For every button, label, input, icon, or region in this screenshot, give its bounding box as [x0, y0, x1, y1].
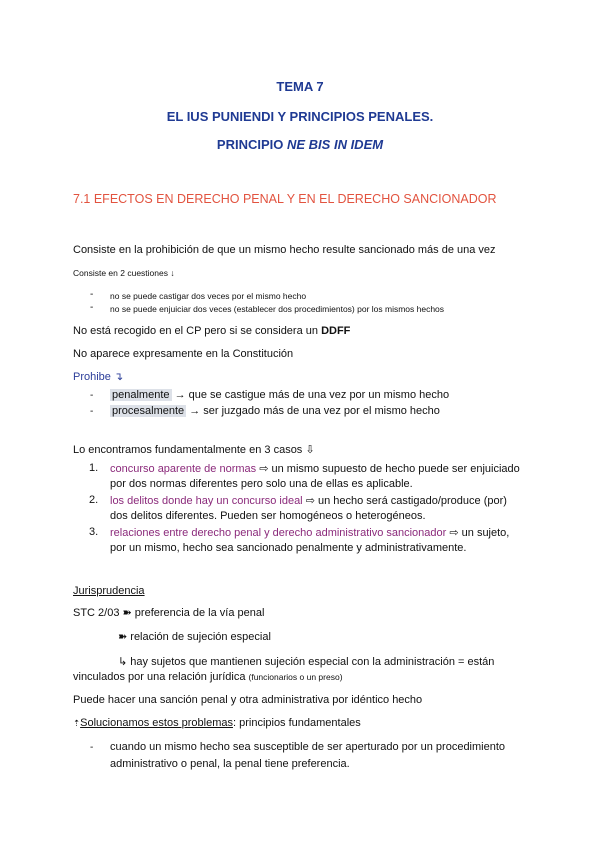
sujetos-line: vinculados por una relación jurídica (funcionarios o un preso): [73, 671, 343, 683]
final-line: cuando un mismo hecho sea susceptible de ser aperturado por un procedimiento: [110, 741, 506, 753]
tema-title: TEMA 7: [276, 79, 324, 94]
subtitle: EL IUS PUNIENDI Y PRINCIPIOS PENALES.: [166, 109, 434, 124]
sujecion-line: ➽ relación de sujeción especial: [118, 631, 271, 643]
solucion-line: ⇡Solucionamos estos problemas: principios fundamentales: [73, 717, 361, 729]
right-arrow-icon: →: [189, 405, 201, 417]
cuestiones-label: Consiste en 2 cuestiones ↓: [73, 268, 175, 278]
list-number: 3.: [89, 526, 99, 538]
turn-arrow-icon: ↴: [113, 371, 124, 383]
list-number: 1.: [89, 462, 99, 474]
stc-line: STC 2/03 ➽ preferencia de la vía penal: [73, 607, 265, 619]
right-arrow-icon: ⇨: [449, 527, 459, 539]
bullet-dash: -: [90, 289, 94, 300]
list-item: no se puede castigar dos veces por el mismo hecho: [110, 291, 307, 301]
arrow-icon: ➽: [122, 607, 132, 619]
right-arrow-icon: →: [174, 389, 186, 401]
definition-line: Consiste en la prohibición de que un mismo hecho resulte sancionado más de una vez: [73, 244, 496, 256]
cp-line: No está recogido en el CP pero si se considera un DDFF: [73, 325, 351, 337]
sancion-line: Puede hacer una sanción penal y otra administrativa por idéntico hecho: [73, 694, 423, 706]
caso-line: los delitos donde hay un concurso ideal ⇨ un hecho será castigado/produce (por): [110, 495, 507, 507]
jurisprudencia-heading: Jurisprudencia: [73, 585, 145, 597]
right-arrow-icon: ⇨: [259, 463, 269, 475]
caso-line: concurso aparente de normas ⇨ un mismo supuesto de hecho puede ser enjuiciado: [110, 463, 520, 475]
casos-intro: Lo encontramos fundamentalmente en 3 casos ⇩: [73, 444, 315, 456]
sujetos-line: ↳ hay sujetos que mantienen sujeción especial con la administración = están: [118, 656, 495, 668]
sub-arrow-icon: ↳: [118, 656, 128, 668]
bullet-dash: -: [90, 390, 94, 401]
right-arrow-icon: ⇨: [305, 495, 315, 507]
caso-line: por dos normas diferentes pero solo una de ellas es aplicable.: [110, 478, 413, 490]
list-item: no se puede enjuiciar dos veces (establecer dos procedimientos) por los mismos hechos: [110, 304, 445, 314]
down-arrow-icon: ⇩: [305, 444, 315, 456]
list-number: 2.: [89, 494, 99, 506]
prohibe-item: procesalmente → ser juzgado más de una vez por el mismo hecho: [112, 405, 440, 417]
prohibe-item: penalmente → que se castigue más de una vez por un mismo hecho: [112, 389, 450, 401]
principio-title: PRINCIPIO NE BIS IN IDEM: [216, 137, 384, 152]
caso-line: dos delitos diferentes. Pueden ser homogéneos o heterogéneos.: [110, 510, 426, 522]
down-arrow-icon: ↓: [170, 268, 175, 278]
bullet-dash: -: [90, 302, 94, 313]
bullet-dash: -: [90, 406, 94, 417]
final-line: administrativo o penal, la penal tiene preferencia.: [110, 758, 350, 770]
bullet-dash: -: [90, 742, 94, 753]
constitucion-line: No aparece expresamente en la Constitución: [73, 348, 294, 360]
caso-line: relaciones entre derecho penal y derecho administrativo sancionador ⇨ un sujeto,: [110, 527, 510, 539]
section-heading: 7.1 EFECTOS EN DERECHO PENAL Y EN EL DERECHO SANCIONADOR: [73, 192, 497, 206]
prohibe-label: Prohibe ↴: [73, 371, 124, 383]
up-arrow-icon: ⇡: [73, 718, 81, 728]
caso-line: por un mismo, hecho sea sancionado penalmente y administrativamente.: [110, 542, 467, 554]
arrow-icon: ➽: [118, 631, 128, 643]
